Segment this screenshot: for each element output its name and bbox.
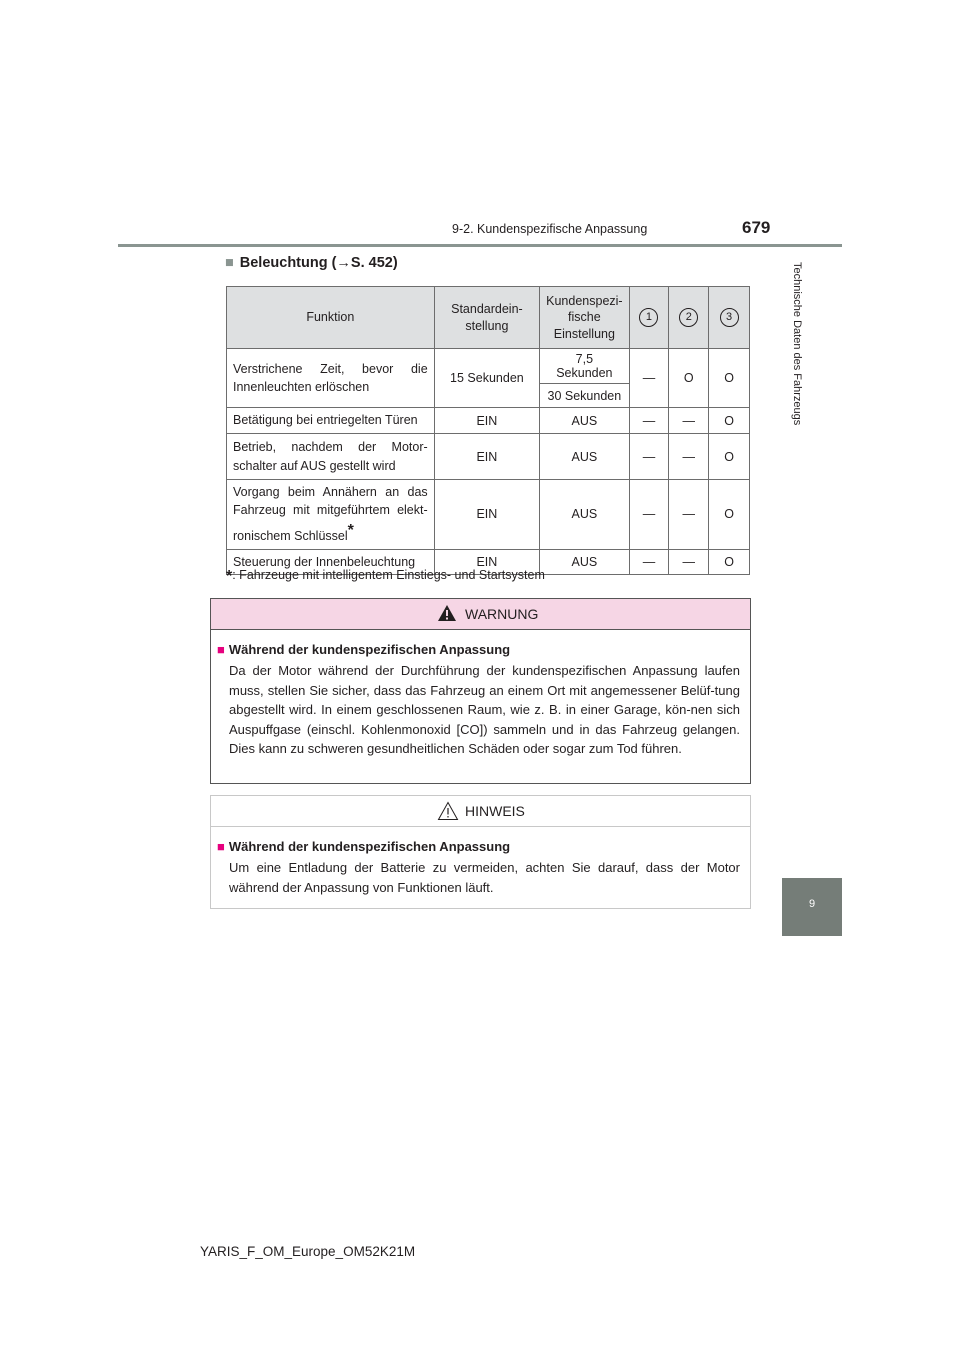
- cell-funktion: Vorgang beim Annähern an das Fahrzeug mit mitgeführtem elekt-ronischem Schlüssel*: [227, 480, 435, 550]
- page-number: 679: [742, 218, 771, 237]
- cell-col-3: O: [709, 434, 750, 480]
- cell-col-2: —: [669, 480, 709, 550]
- warning-title: WARNUNG: [465, 606, 539, 622]
- caution-triangle-icon: [437, 801, 459, 821]
- cell-col-3: O: [709, 408, 750, 434]
- settings-table: [226, 286, 750, 575]
- cell-col-3: O: [709, 549, 750, 574]
- circled-number-icon: 1: [639, 308, 658, 327]
- warning-heading: ■ Während der kundenspezifischen Anpassung: [217, 642, 511, 657]
- cell-col-2: —: [669, 434, 709, 480]
- notice-heading: ■ Während der kundenspezifischen Anpassung: [217, 839, 511, 854]
- header-section-title: 9-2. Kundenspezifische Anpassung: [452, 222, 648, 236]
- notice-text: Um eine Entladung der Batterie zu vermeiden, achten Sie darauf, dass der Motor während der Anpassung von Funktionen läuft.: [229, 860, 740, 895]
- notice-box: [210, 795, 751, 909]
- side-chapter-tab: 9: [782, 878, 842, 936]
- notice-body: [211, 827, 750, 907]
- footnote: *: Fahrzeuge mit intelligentem Einstiegs- und Startsystem: [226, 568, 545, 585]
- table-row: [227, 349, 750, 384]
- cell-custom: 30 Sekunden: [540, 384, 629, 408]
- cell-standard: EIN: [434, 549, 539, 574]
- cell-col-3: O: [709, 480, 750, 550]
- cell-col-2: —: [669, 549, 709, 574]
- table-header-row: [227, 287, 750, 349]
- square-bullet-icon: ■: [217, 839, 225, 854]
- cell-col-1: —: [629, 480, 669, 550]
- cell-custom: AUS: [540, 480, 629, 550]
- header-col-3: [709, 287, 750, 349]
- cell-funktion: Betrieb, nachdem der Motor-schalter auf AUS gestellt wird: [227, 434, 435, 480]
- circled-number-icon: 2: [679, 308, 698, 327]
- cell-col-1: —: [629, 349, 669, 408]
- header-funktion: Funktion: [227, 287, 435, 349]
- square-bullet-icon: ■: [225, 255, 234, 271]
- cell-col-1: —: [629, 434, 669, 480]
- cell-custom: AUS: [540, 408, 629, 434]
- cell-standard: 15 Sekunden: [434, 349, 539, 408]
- header-custom: Kundenspezi- fische Einstellung: [540, 287, 629, 349]
- cell-standard: EIN: [434, 408, 539, 434]
- footnote-marker: *: [347, 522, 354, 540]
- table-row: [227, 480, 750, 550]
- cell-standard: EIN: [434, 480, 539, 550]
- cell-funktion: Verstrichene Zeit, bevor die Innenleuchten erlöschen: [227, 349, 435, 408]
- square-bullet-icon: ■: [217, 642, 225, 657]
- cell-standard: EIN: [434, 434, 539, 480]
- circled-number-icon: 3: [720, 308, 739, 327]
- warning-body: [211, 630, 750, 769]
- cell-col-2: O: [669, 349, 709, 408]
- cell-col-3: O: [709, 349, 750, 408]
- cell-custom: AUS: [540, 434, 629, 480]
- notice-header: [211, 796, 750, 827]
- table-row: [227, 408, 750, 434]
- cell-funktion: Steuerung der Innenbeleuchtung: [227, 549, 435, 574]
- cell-custom: 7,5 Sekunden: [540, 349, 629, 384]
- cell-col-1: —: [629, 408, 669, 434]
- footnote-marker: *: [226, 568, 233, 585]
- warning-header: [211, 599, 750, 630]
- section-title: ■ Beleuchtung (→S. 452): [225, 255, 398, 271]
- cell-funktion: Betätigung bei entriegelten Türen: [227, 408, 435, 434]
- cell-col-2: —: [669, 408, 709, 434]
- header-col-2: [669, 287, 709, 349]
- warning-box: [210, 598, 751, 784]
- footer-doc-id: YARIS_F_OM_Europe_OM52K21M: [200, 1244, 416, 1259]
- side-chapter-title: Technische Daten des Fahrzeugs: [791, 262, 803, 426]
- header-rule: [118, 244, 842, 247]
- cell-col-1: —: [629, 549, 669, 574]
- table-row: [227, 434, 750, 480]
- header-col-1: [629, 287, 669, 349]
- cell-custom: AUS: [540, 549, 629, 574]
- notice-title: HINWEIS: [465, 803, 525, 819]
- header-standard: Standardein- stellung: [434, 287, 539, 349]
- warning-triangle-icon: [437, 604, 457, 622]
- warning-text: Da der Motor während der Durchführung der kundenspezifischen Anpassung laufen muss, stellen Sie sicher, dass das Fahrzeug an einem Ort mit angemessener Belüf-tung abgestellt wird. In einem geschlossenen Raum, wie z. B. in einer Garage, kön-nen sich Auspuffgase (einschl. Kohlenmonoxid [CO]) sammeln und in das Fahrzeug gelangen. Dies kann zu schweren gesundheitlichen Schäden oder sogar zum Tod führen.: [229, 663, 740, 756]
